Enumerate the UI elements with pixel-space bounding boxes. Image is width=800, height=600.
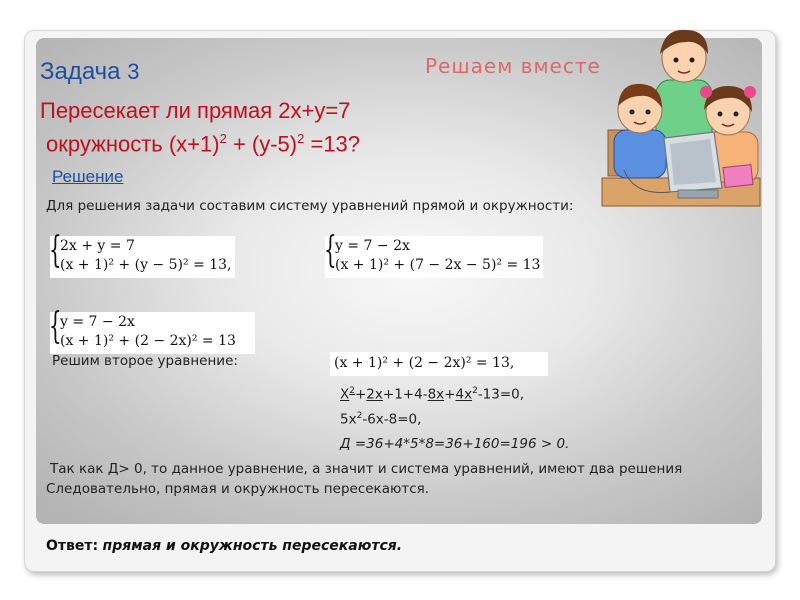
question-sup-1: 2 bbox=[219, 131, 227, 146]
quadratic-equation-text: (x + 1)² + (2 − 2x)² = 13, bbox=[334, 355, 515, 371]
question-part-c: =13? bbox=[304, 131, 361, 157]
subtitle: Решаем вместе bbox=[425, 54, 601, 78]
task-title-text: Задача bbox=[40, 58, 121, 85]
conclusion-line-1: Так как Д> 0, то данное уравнение, а значит и система уравнений, имеют два решения bbox=[50, 461, 683, 477]
step-1-plus: + bbox=[354, 386, 367, 403]
answer bbox=[46, 538, 402, 554]
step-2-simplified bbox=[340, 411, 421, 428]
question-sup-2: 2 bbox=[297, 131, 305, 146]
step-2-tail: -6х-8=0, bbox=[362, 411, 422, 428]
solution-heading: Решение bbox=[52, 167, 124, 186]
quadratic-equation bbox=[330, 352, 548, 376]
system-1-line-1: 2x + y = 7 bbox=[60, 238, 135, 254]
step-1-const: +1+4- bbox=[382, 386, 428, 403]
step-1-plus-2: + bbox=[444, 386, 456, 403]
brace-icon: { bbox=[49, 230, 62, 271]
equation-system-3 bbox=[49, 306, 255, 354]
step-1-sup: 2 bbox=[349, 386, 355, 396]
question-part-a: окружность (х+1) bbox=[46, 131, 220, 157]
question-part-b: + (у-5) bbox=[226, 131, 298, 157]
brace-icon: { bbox=[49, 306, 62, 347]
equation-system-2 bbox=[324, 230, 543, 278]
step-1-sup-2: 2 bbox=[472, 386, 478, 396]
step-1-term-x2: Х bbox=[340, 386, 350, 403]
answer-value: прямая и окружность пересекаются. bbox=[102, 538, 403, 554]
system-3-line-1: y = 7 − 2x bbox=[60, 314, 135, 330]
step-1-term-2x: 2х bbox=[366, 386, 383, 403]
step-1-term-4x: 4х bbox=[455, 386, 473, 403]
step-1-term-8x: 8х bbox=[427, 386, 445, 403]
step-2-sup: 2 bbox=[356, 411, 363, 421]
step-2-term: 5х bbox=[340, 411, 357, 428]
answer-label: Ответ: bbox=[46, 538, 99, 554]
brace-icon: { bbox=[324, 230, 337, 271]
system-3-line-2: (x + 1)² + (2 − 2x)² = 13 bbox=[60, 333, 236, 349]
question-line-2 bbox=[46, 131, 360, 157]
system-2-line-2: (x + 1)² + (7 − 2x − 5)² = 13 bbox=[335, 257, 541, 273]
question-line-1: Пересекает ли прямая 2х+у=7 bbox=[40, 98, 351, 123]
system-2-line-1: y = 7 − 2x bbox=[335, 238, 410, 254]
system-1-line-2: (x + 1)² + (y − 5)² = 13, bbox=[60, 257, 232, 273]
children-at-computer-illustration bbox=[594, 20, 764, 210]
task-number: 3 bbox=[127, 59, 140, 84]
step-3-discriminant: Д =36+4*5*8=36+160=196 > 0. bbox=[340, 436, 570, 452]
task-title bbox=[40, 58, 139, 86]
conclusion-line-2: Следовательно, прямая и окружность пересекаются. bbox=[46, 481, 430, 497]
solve-label: Решим второе уравнение: bbox=[52, 353, 238, 369]
solution-intro: Для решения задачи составим систему уравнений прямой и окружности: bbox=[46, 198, 574, 214]
step-1-expansion bbox=[340, 386, 524, 403]
step-1-tail: -13=0, bbox=[477, 386, 525, 403]
equation-system-1 bbox=[49, 230, 235, 278]
